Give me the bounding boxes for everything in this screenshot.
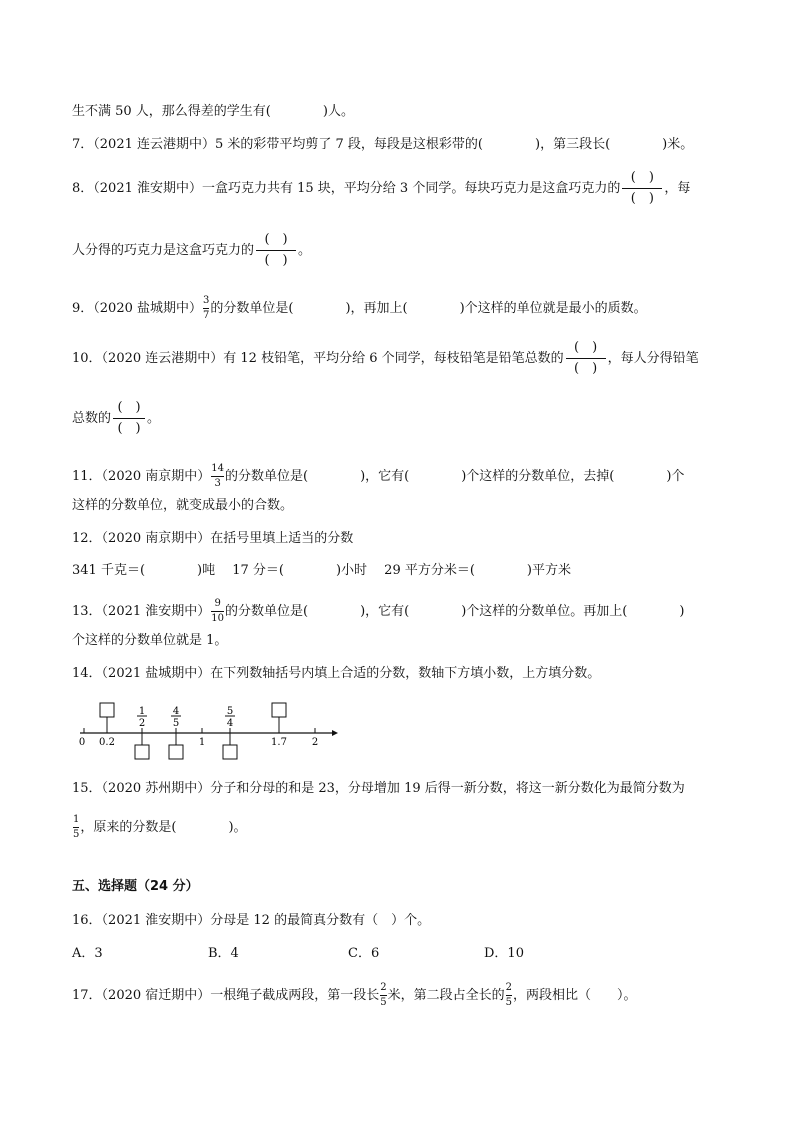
fraction-den: 4	[226, 718, 234, 729]
question-9-text-b: 的分数单位是( )，再加上( )个这样的单位就是最小的质数。	[210, 301, 647, 316]
tick-label: 1.7	[271, 737, 287, 748]
fraction-den: 2	[138, 718, 146, 729]
question-11-text-b: 的分数单位是( )，它有( )个这样的分数单位，去掉( )个	[225, 469, 685, 484]
question-10-line2	[72, 400, 160, 437]
question-12-line2: 341 千克＝( )吨 17 分＝( )小时 29 平方分米＝( )平方米	[72, 563, 571, 578]
question-15-text-b: ，原来的分数是( )。	[80, 820, 247, 835]
question-7: 7．（2021 连云港期中）5 米的彩带平均剪了 7 段，每段是这根彩带的( )，第三段长( )米。	[72, 137, 694, 152]
question-13-line1	[72, 598, 684, 625]
option-a[interactable]: A．3	[72, 946, 103, 961]
tick-label: 2	[311, 737, 319, 748]
question-8-text-a: 8．（2021 淮安期中）一盒巧克力共有 15 块，平均分给 3 个同学。每块巧克力是这盒巧克力的	[72, 181, 621, 196]
question-10-text-a: 10．（2020 连云港期中）有 12 枝铅笔，平均分给 6 个同学，每枝铅笔是铅笔总数的	[72, 351, 564, 366]
fraction-blank[interactable]: ( ) ( )	[256, 232, 296, 269]
option-d[interactable]: D．10	[484, 946, 524, 961]
fraction-blank[interactable]: ( ) ( )	[566, 340, 606, 377]
fraction: $\frac{1}{5}$	[73, 814, 80, 840]
question-9	[72, 295, 647, 322]
question-13-text-a: 13．（2021 淮安期中）	[72, 604, 211, 619]
question-15-line1: 15．（2020 苏州期中）分子和分母的和是 23，分母增加 19 后得一新分数，将这一新分数化为最简分数为	[72, 781, 685, 796]
fraction-num: 1	[138, 706, 146, 717]
question-11-line2: 这样的分数单位，就变成最小的合数。	[72, 498, 294, 513]
option-b[interactable]: B．4	[208, 946, 239, 961]
question-17-text-c: ，两段相比（ ）。	[513, 988, 637, 1003]
arrow-icon	[332, 730, 338, 736]
question-13-line2: 个这样的分数单位就是 1。	[72, 633, 228, 648]
question-8-text-b: ，每	[664, 181, 691, 196]
question-14: 14．（2021 盐城期中）在下列数轴括号内填上合适的分数，数轴下方填小数，上方填分数。	[72, 666, 601, 681]
question-11-text-a: 11．（2020 南京期中）	[72, 469, 211, 484]
number-line-figure	[70, 695, 350, 765]
answer-box-above[interactable]	[100, 703, 114, 717]
question-8-line1	[72, 170, 690, 207]
question-10-text-d: 。	[147, 411, 161, 426]
question-10-text-b: ，每人分得铅笔	[607, 351, 699, 366]
question-8-text-c: 人分得的巧克力是这盒巧克力的	[72, 243, 255, 258]
question-10-text-c: 总数的	[72, 411, 112, 426]
fraction-blank[interactable]: ( ) ( )	[622, 170, 662, 207]
fraction: $\frac{14}{3}$	[211, 463, 224, 489]
question-11-line1	[72, 463, 684, 490]
answer-box-below[interactable]	[223, 745, 237, 759]
tick-label: 0	[78, 737, 86, 748]
fraction: $\frac{2}{5}$	[380, 982, 387, 1008]
fraction-num: 5	[226, 706, 234, 717]
option-c[interactable]: C．6	[348, 946, 380, 961]
question-17-text-a: 17．（2020 宿迁期中）一根绳子截成两段，第一段长	[72, 988, 380, 1003]
fraction-blank[interactable]: ( ) ( )	[113, 400, 145, 437]
question-15-line2	[72, 814, 247, 841]
question-16: 16．（2021 淮安期中）分母是 12 的最简真分数有（ ）个。	[72, 913, 431, 928]
answer-box-below[interactable]	[135, 745, 149, 759]
question-17	[72, 982, 637, 1009]
fraction-num: 4	[172, 706, 180, 717]
question-12-line1: 12．（2020 南京期中）在括号里填上适当的分数	[72, 531, 354, 546]
answer-box-above[interactable]	[272, 703, 286, 717]
fraction: $\frac{2}{5}$	[505, 982, 513, 1008]
question-10-line1	[72, 340, 699, 377]
question-6-tail: 生不满 50 人，那么得差的学生有( )人。	[72, 104, 354, 119]
fraction: $\frac{9}{10}$	[211, 598, 224, 624]
section-heading: 五、选择题（24 分）	[72, 879, 199, 894]
question-8-text-d: 。	[298, 243, 312, 258]
fraction: $\frac{3}{7}$	[203, 295, 210, 321]
question-13-text-b: 的分数单位是( )，它有( )个这样的分数单位。再加上( )	[225, 604, 685, 619]
question-9-text-a: 9．（2020 盐城期中）	[72, 301, 202, 316]
tick-label: 0.2	[99, 737, 115, 748]
tick-label: 1	[198, 737, 206, 748]
question-17-text-b: 米，第二段占全长的	[387, 988, 505, 1003]
answer-box-below[interactable]	[169, 745, 183, 759]
question-8-line2	[72, 232, 311, 269]
fraction-den: 5	[172, 718, 180, 729]
